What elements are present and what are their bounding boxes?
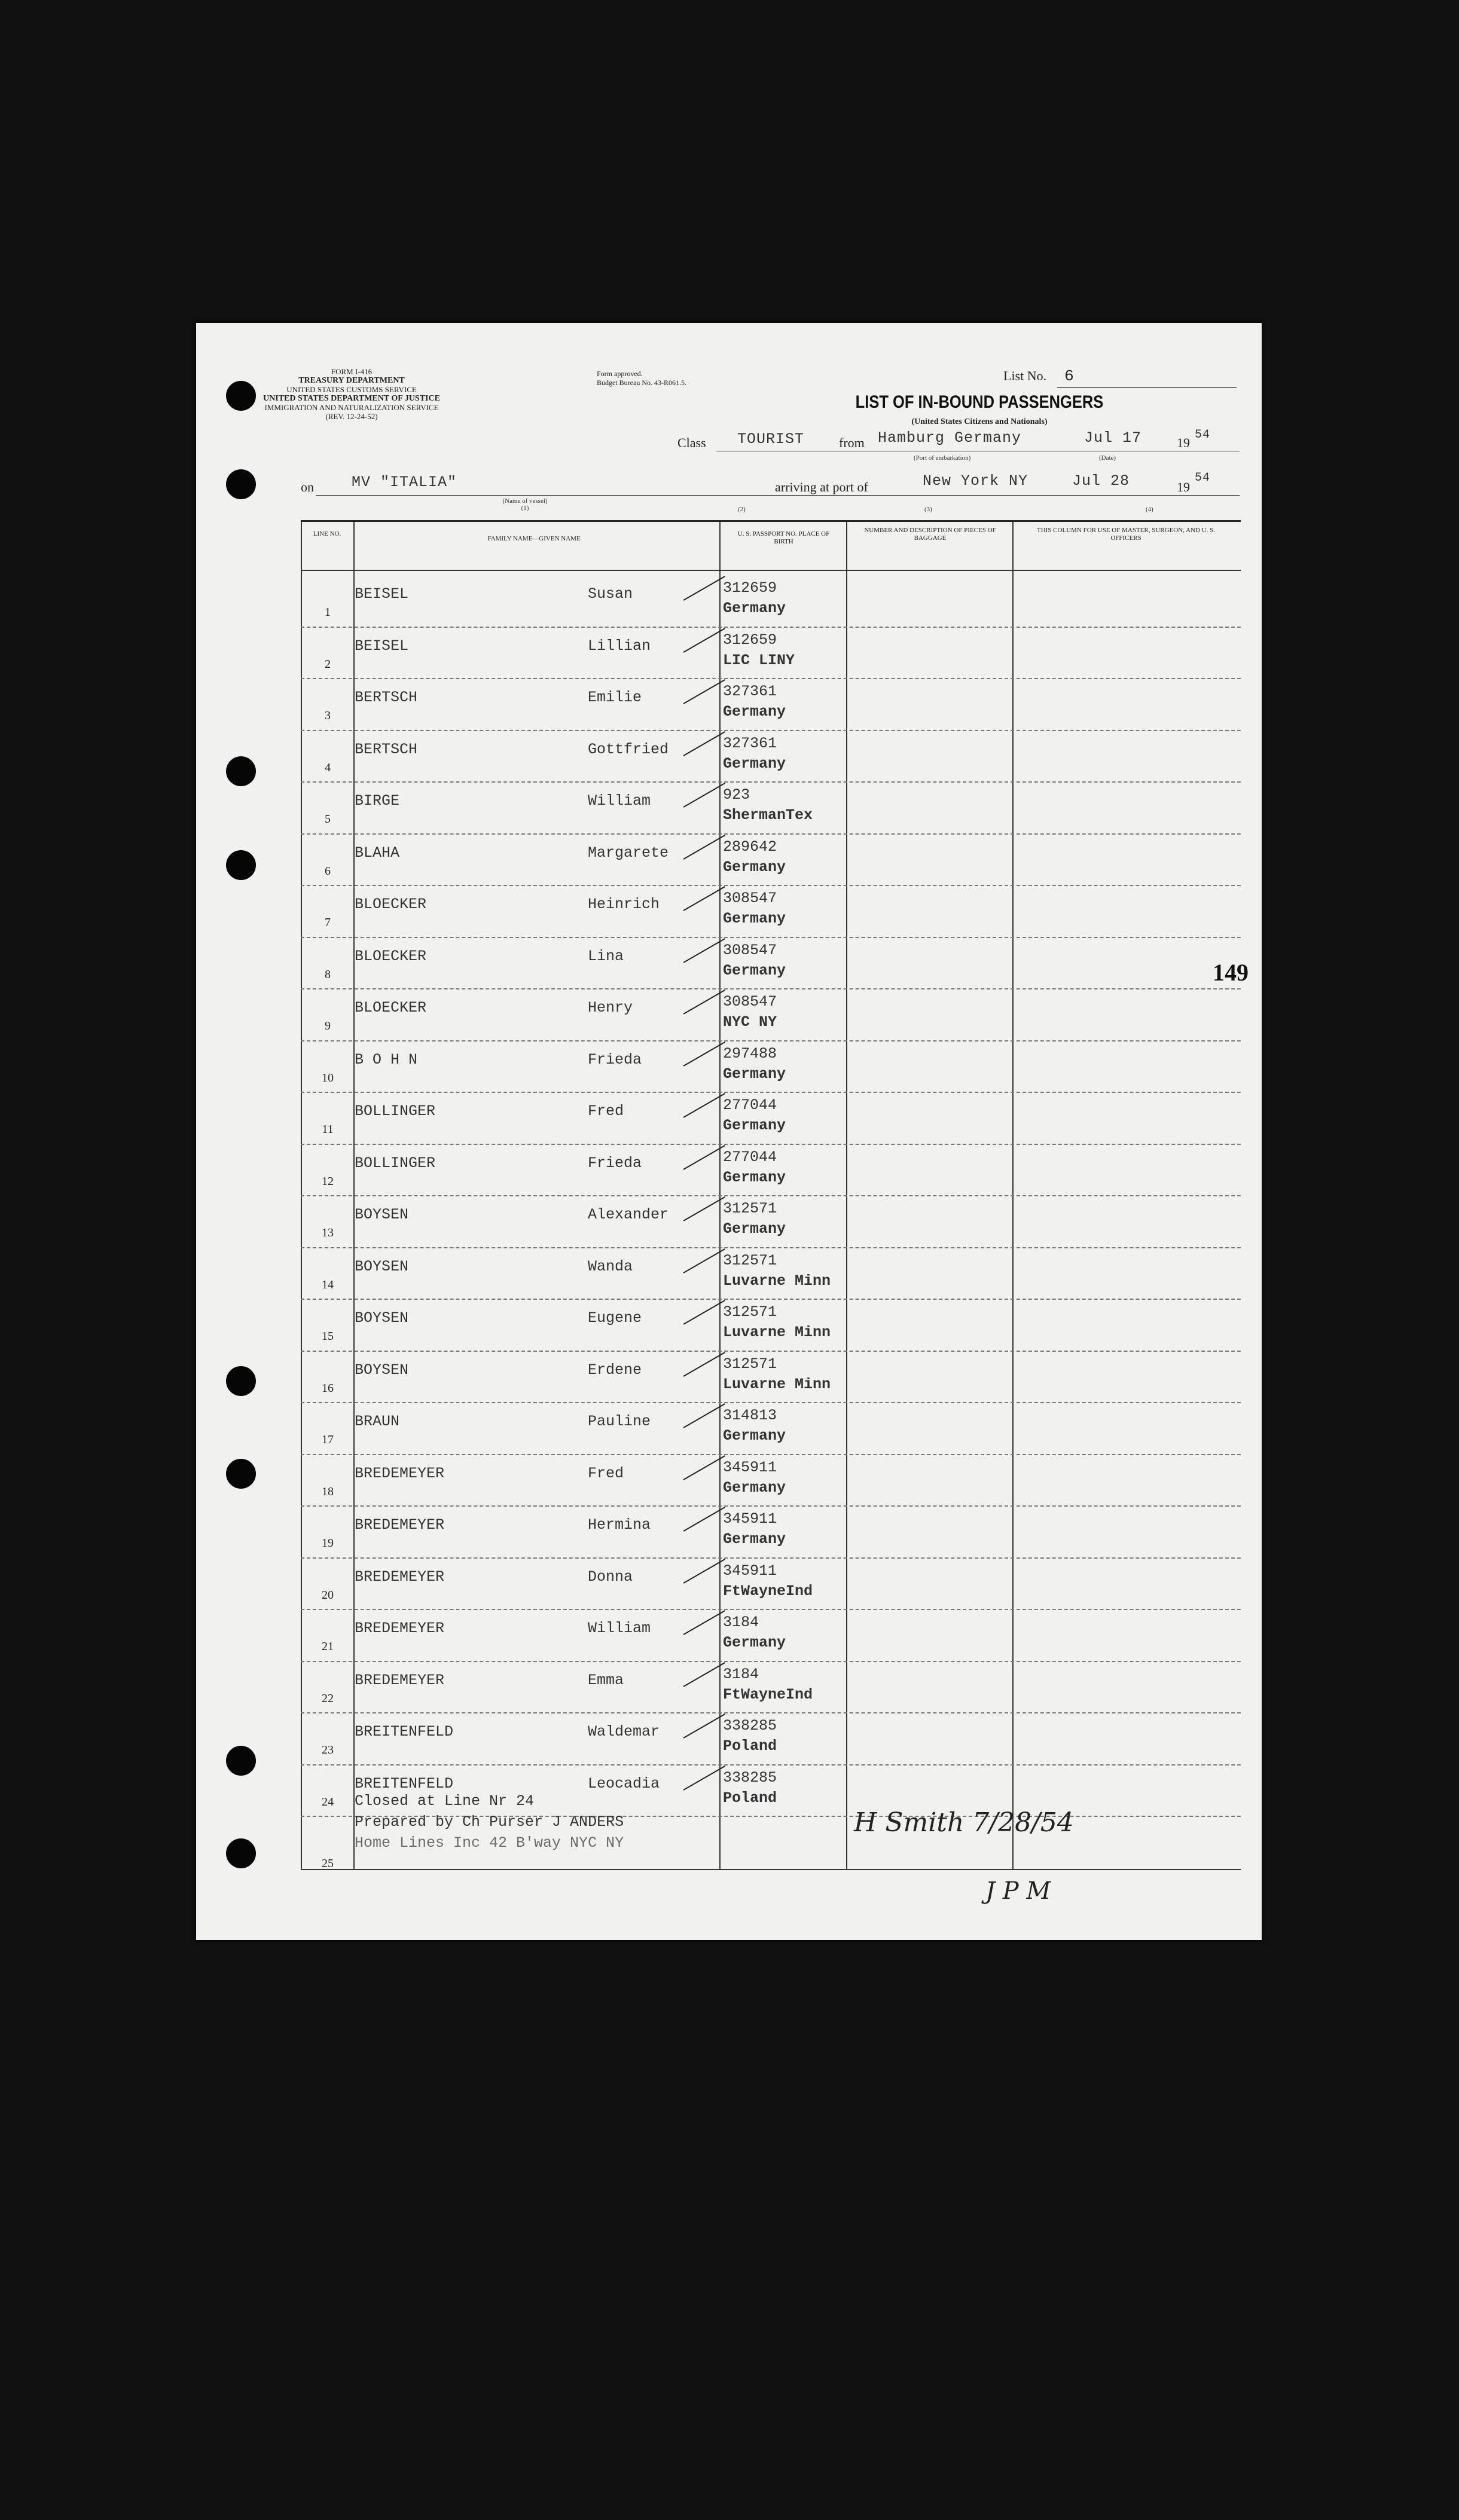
given-name: Leocadia — [588, 1774, 660, 1792]
passport-number: 312659 — [723, 579, 777, 597]
table-row — [301, 576, 1241, 627]
line-number: 23 — [322, 1743, 334, 1757]
table-row — [301, 1352, 1241, 1403]
date-caption: (Date) — [1099, 454, 1116, 462]
closed-note: Closed at Line Nr 24 — [355, 1792, 535, 1810]
passport-cell — [723, 734, 786, 774]
check-mark — [683, 1765, 725, 1791]
embark-caption: (Port of embarkation) — [914, 454, 971, 462]
binder-hole — [226, 1459, 256, 1489]
family-name: BERTSCH — [355, 689, 418, 706]
passport-cell — [723, 1509, 786, 1550]
given-name: Lillian — [588, 637, 651, 655]
passport-cell — [723, 1612, 786, 1653]
initials: J P M — [985, 1877, 1051, 1905]
passport-number: 289642 — [723, 838, 777, 856]
passport-number: 345911 — [723, 1562, 777, 1580]
table-row — [301, 1248, 1241, 1300]
family-name: BRAUN — [355, 1413, 400, 1430]
treasury-dept: TREASURY DEPARTMENT — [298, 376, 405, 385]
customs-service: UNITED STATES CUSTOMS SERVICE — [286, 385, 417, 394]
passport-cell — [723, 578, 786, 619]
form-approval-block — [597, 369, 734, 387]
binder-hole — [226, 1746, 256, 1776]
year-suffix: 54 — [1195, 428, 1211, 442]
binder-hole — [226, 381, 256, 411]
check-mark — [683, 1507, 725, 1532]
table-row — [301, 1300, 1241, 1351]
line-number: 9 — [325, 1019, 331, 1033]
check-mark — [683, 1300, 725, 1325]
passport-number: 327361 — [723, 734, 777, 752]
passport-number: 338285 — [723, 1768, 777, 1786]
given-name: Heinrich — [588, 896, 660, 913]
officer-number: 149 — [1213, 959, 1249, 986]
passport-number: 345911 — [723, 1458, 777, 1476]
line-number: 5 — [325, 812, 331, 826]
passport-cell — [723, 1716, 777, 1757]
place-of-birth: Germany — [723, 755, 786, 772]
embark-port: Hamburg Germany — [878, 429, 1022, 447]
place-of-birth: Luvarne Minn — [723, 1324, 831, 1341]
binder-hole — [226, 1366, 256, 1396]
family-name: BREITENFELD — [355, 1723, 454, 1740]
passport-cell — [723, 1664, 813, 1705]
line-number: 25 — [322, 1857, 334, 1870]
place-of-birth: Germany — [723, 1220, 786, 1238]
vessel-caption — [495, 497, 555, 512]
family-name: BOYSEN — [355, 1309, 409, 1327]
given-name: Susan — [588, 585, 633, 603]
justice-dept: UNITED STATES DEPARTMENT OF JUSTICE — [263, 394, 440, 403]
line-number: 13 — [322, 1226, 334, 1239]
given-name: Margarete — [588, 844, 669, 862]
given-name: Pauline — [588, 1413, 651, 1430]
check-mark — [683, 1145, 725, 1170]
binder-hole — [226, 469, 256, 499]
place-of-birth: Germany — [723, 600, 786, 617]
given-name: Frieda — [588, 1154, 642, 1172]
family-name: BEISEL — [355, 637, 409, 655]
given-name: Waldemar — [588, 1723, 660, 1740]
line-number: 12 — [322, 1174, 334, 1188]
table-row — [301, 989, 1241, 1041]
page-subtitle: (United States Citizens and Nationals) — [911, 417, 1048, 426]
arrival-date: Jul 28 — [1072, 472, 1130, 490]
family-name: BREDEMEYER — [355, 1671, 445, 1689]
vessel-rule — [316, 495, 1240, 496]
family-name: BOYSEN — [355, 1206, 409, 1223]
passport-number: 312659 — [723, 631, 777, 649]
passport-number: 297488 — [723, 1044, 777, 1062]
check-mark — [683, 938, 725, 963]
passport-cell — [723, 837, 786, 878]
check-mark — [683, 1610, 725, 1635]
family-name: BOYSEN — [355, 1257, 409, 1275]
col-header-line-no: LINE NO. — [313, 530, 341, 537]
table-row — [301, 1455, 1241, 1507]
col-header-baggage: NUMBER AND DESCRIPTION OF PIECES OF BAGGAGE — [864, 527, 996, 542]
passport-cell — [723, 1044, 786, 1085]
given-name: Eugene — [588, 1309, 642, 1327]
passport-number: 3184 — [723, 1614, 759, 1631]
year-prefix: 19 — [1177, 435, 1190, 450]
table-bottom-rule — [301, 1869, 1241, 1870]
arriving-label: arriving at port of — [775, 479, 868, 494]
given-name: William — [588, 1620, 651, 1637]
passport-cell — [723, 682, 786, 722]
family-name: BREDEMEYER — [355, 1516, 445, 1534]
given-name: Emma — [588, 1671, 624, 1689]
passport-number: 314813 — [723, 1407, 777, 1424]
form-number: FORM I-416 — [331, 367, 373, 376]
place-of-birth: Germany — [723, 1479, 786, 1496]
passport-number: 345911 — [723, 1510, 777, 1528]
line-number: 1 — [325, 606, 331, 619]
family-name: BERTSCH — [355, 740, 418, 758]
list-number — [1003, 367, 1074, 385]
family-name: BREDEMEYER — [355, 1464, 445, 1482]
passport-cell — [723, 940, 786, 981]
check-mark — [683, 1352, 725, 1377]
passport-cell — [723, 1147, 786, 1188]
given-name: Fred — [588, 1102, 624, 1120]
check-mark — [683, 731, 725, 756]
passport-cell — [723, 1406, 786, 1446]
line-number: 24 — [322, 1795, 334, 1809]
family-name: BEISEL — [355, 585, 409, 603]
passport-number: 277044 — [723, 1148, 777, 1166]
table-row — [301, 1662, 1241, 1713]
place-of-birth: Germany — [723, 910, 786, 927]
given-name: William — [588, 792, 651, 810]
family-name: BREDEMEYER — [355, 1568, 445, 1586]
given-name: Donna — [588, 1568, 633, 1586]
passport-cell — [723, 1199, 786, 1239]
passport-cell — [723, 785, 813, 826]
place-of-birth: LIC LINY — [723, 651, 795, 669]
passport-number: 3184 — [723, 1665, 759, 1683]
check-mark — [683, 1559, 725, 1584]
place-of-birth: Germany — [723, 703, 786, 720]
table-row — [301, 1403, 1241, 1455]
passport-cell — [723, 1768, 777, 1809]
header-rule — [301, 570, 1241, 571]
family-name: BOLLINGER — [355, 1102, 436, 1120]
table-row — [301, 938, 1241, 989]
check-mark — [683, 1713, 725, 1739]
given-name: Frieda — [588, 1050, 642, 1068]
line-number: 21 — [322, 1640, 334, 1653]
vessel-name: MV "ITALIA" — [352, 474, 457, 491]
place-of-birth: Germany — [723, 1117, 786, 1134]
table-row — [301, 783, 1241, 834]
passport-number: 308547 — [723, 993, 777, 1010]
page-title: LIST OF IN-BOUND PASSENGERS — [855, 392, 1104, 412]
passport-cell — [723, 1095, 786, 1136]
family-name: BREITENFELD — [355, 1774, 454, 1792]
line-number: 22 — [322, 1691, 334, 1705]
vessel-caption-num: (1) — [521, 505, 529, 512]
check-mark — [683, 1662, 725, 1687]
family-name: BIRGE — [355, 792, 400, 810]
line-number: 7 — [325, 916, 331, 929]
class-label: Class — [677, 435, 706, 450]
class-value: TOURIST — [737, 430, 805, 448]
check-mark — [683, 1041, 725, 1067]
year-suffix-2: 54 — [1195, 471, 1211, 485]
family-name: BOYSEN — [355, 1361, 409, 1379]
line-number: 3 — [325, 709, 331, 722]
check-mark — [683, 1196, 725, 1221]
ins-service: IMMIGRATION AND NATURALIZATION SERVICE — [264, 403, 439, 412]
agent-note: Home Lines Inc 42 B'way NYC NY — [355, 1834, 624, 1852]
binder-hole — [226, 1838, 256, 1868]
place-of-birth: Germany — [723, 961, 786, 979]
passport-number: 327361 — [723, 683, 777, 700]
family-name: BLAHA — [355, 844, 400, 862]
line-number: 18 — [322, 1484, 334, 1498]
col-header-officers: THIS COLUMN FOR USE OF MASTER, SURGEON, AND U. S. OFFICERS — [1037, 527, 1215, 542]
table-row — [301, 1196, 1241, 1248]
given-name: Henry — [588, 999, 633, 1016]
line-number: 15 — [322, 1330, 334, 1343]
check-mark — [683, 679, 725, 704]
given-name: Alexander — [588, 1206, 669, 1223]
prepared-note: Prepared by Ch Purser J ANDERS — [355, 1813, 624, 1831]
given-name: Hermina — [588, 1516, 651, 1534]
line-number: 19 — [322, 1537, 334, 1550]
check-mark — [683, 1093, 725, 1118]
given-name: Gottfried — [588, 740, 669, 758]
col-header-passport: U. S. PASSPORT NO. PLACE OF BIRTH — [737, 530, 830, 545]
col-num-4: (4) — [1146, 506, 1153, 513]
line-number: 8 — [325, 967, 331, 981]
line-number: 11 — [322, 1123, 334, 1136]
passport-cell — [723, 630, 795, 671]
manifest-page — [196, 323, 1262, 1940]
list-no-label: List No. — [1003, 368, 1047, 383]
check-mark — [683, 886, 725, 911]
col-num-3: (3) — [924, 506, 932, 513]
table-row — [301, 731, 1241, 783]
passport-number: 308547 — [723, 890, 777, 907]
given-name: Erdene — [588, 1361, 642, 1379]
form-revision: (REV. 12-24-52) — [325, 412, 378, 421]
form-agency-block — [256, 367, 447, 421]
check-mark — [683, 989, 725, 1015]
embark-date: Jul 17 — [1084, 429, 1142, 447]
place-of-birth: Germany — [723, 858, 786, 876]
binder-hole — [226, 850, 256, 880]
family-name: BLOECKER — [355, 947, 427, 965]
passport-number: 338285 — [723, 1717, 777, 1734]
passport-number: 923 — [723, 786, 750, 804]
place-of-birth: Luvarne Minn — [723, 1375, 831, 1393]
passport-number: 312571 — [723, 1200, 777, 1217]
table-row — [301, 886, 1241, 937]
table-row — [301, 628, 1241, 679]
check-mark — [683, 1455, 725, 1480]
table-row — [301, 1093, 1241, 1144]
from-label: from — [839, 435, 865, 450]
line-number: 10 — [322, 1071, 334, 1085]
passport-number: 308547 — [723, 941, 777, 959]
place-of-birth: Poland — [723, 1737, 777, 1755]
inspector-signature: H Smith 7/28/54 — [854, 1807, 1074, 1838]
passport-number: 277044 — [723, 1096, 777, 1114]
table-row — [301, 1713, 1241, 1765]
passport-number: 312571 — [723, 1355, 777, 1373]
given-name: Fred — [588, 1464, 624, 1482]
on-label: on — [301, 479, 314, 494]
place-of-birth: FtWayneInd — [723, 1685, 813, 1703]
line-number: 20 — [322, 1588, 334, 1602]
table-row — [301, 1041, 1241, 1093]
line-number: 2 — [325, 657, 331, 671]
arrival-port: New York NY — [923, 472, 1028, 490]
col-num-2: (2) — [738, 506, 746, 513]
list-no-value: 6 — [1064, 367, 1074, 385]
place-of-birth: Germany — [723, 1531, 786, 1548]
place-of-birth: Germany — [723, 1065, 786, 1083]
passport-cell — [723, 1251, 831, 1291]
place-of-birth: Germany — [723, 1634, 786, 1651]
passport-cell — [723, 992, 777, 1033]
given-name: Emilie — [588, 689, 642, 706]
place-of-birth: Germany — [723, 1168, 786, 1186]
passport-cell — [723, 888, 786, 929]
family-name: B O H N — [355, 1050, 418, 1068]
place-of-birth: ShermanTex — [723, 807, 813, 824]
family-name: BLOECKER — [355, 896, 427, 913]
check-mark — [683, 783, 725, 808]
vessel-caption-text: (Name of vessel) — [502, 497, 548, 505]
table-row — [301, 1507, 1241, 1558]
passport-number: 312571 — [723, 1303, 777, 1321]
place-of-birth: Luvarne Minn — [723, 1272, 831, 1290]
check-mark — [683, 835, 725, 860]
list-no-rule — [1057, 387, 1237, 388]
passport-cell — [723, 1561, 813, 1602]
check-mark — [683, 628, 725, 653]
passenger-table — [301, 520, 1249, 1870]
place-of-birth: Germany — [723, 1427, 786, 1444]
budget-bureau: Budget Bureau No. 43-R061.5. — [597, 378, 686, 387]
table-row — [301, 679, 1241, 731]
check-mark — [683, 576, 725, 601]
form-approved: Form approved. — [597, 369, 643, 378]
col-header-name: FAMILY NAME—GIVEN NAME — [487, 535, 581, 542]
year-prefix-2: 19 — [1177, 479, 1190, 494]
passport-cell — [723, 1458, 786, 1498]
line-number: 4 — [325, 760, 331, 774]
binder-hole — [226, 756, 256, 786]
family-name: BREDEMEYER — [355, 1620, 445, 1637]
family-name: BLOECKER — [355, 999, 427, 1016]
check-mark — [683, 1248, 725, 1273]
family-name: BOLLINGER — [355, 1154, 436, 1172]
table-row — [301, 1559, 1241, 1610]
given-name: Lina — [588, 947, 624, 965]
table-row — [301, 1145, 1241, 1196]
passport-cell — [723, 1354, 831, 1395]
given-name: Wanda — [588, 1257, 633, 1275]
line-number: 6 — [325, 864, 331, 878]
passport-cell — [723, 1302, 831, 1343]
place-of-birth: NYC NY — [723, 1013, 777, 1031]
check-mark — [683, 1403, 725, 1428]
passport-number: 312571 — [723, 1251, 777, 1269]
table-row — [301, 1610, 1241, 1661]
line-number: 16 — [322, 1381, 334, 1395]
line-number: 17 — [322, 1433, 334, 1446]
table-row — [301, 835, 1241, 886]
line-number: 14 — [322, 1278, 334, 1291]
place-of-birth: Poland — [723, 1789, 777, 1807]
place-of-birth: FtWayneInd — [723, 1582, 813, 1600]
